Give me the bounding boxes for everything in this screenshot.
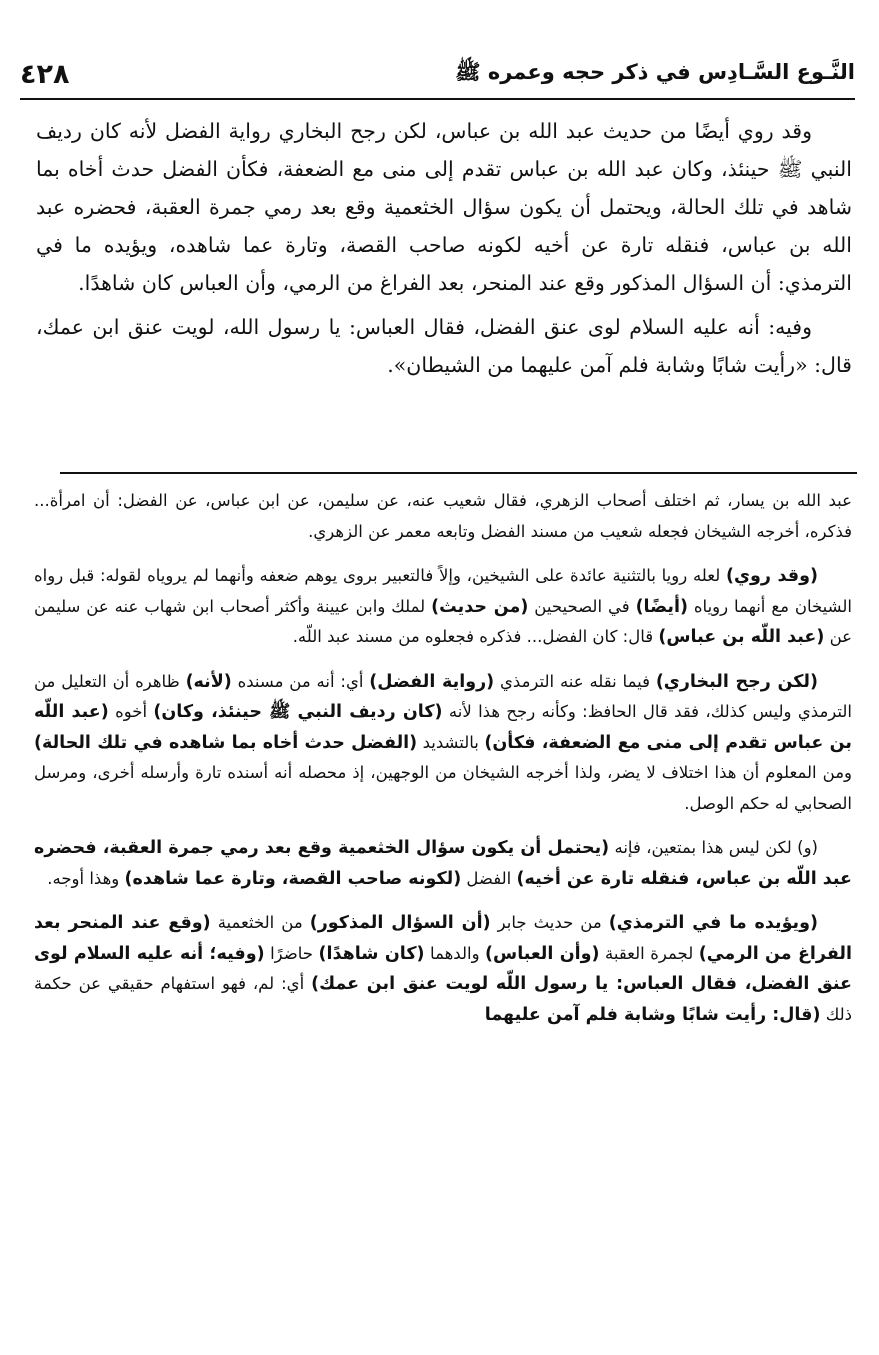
commentary-lemma: (الفضل حدث أخاه بما شاهده في تلك الحالة) xyxy=(34,732,418,753)
commentary-text: وهذا أوجه. xyxy=(47,868,125,888)
commentary-lemma: (أيضًا) xyxy=(635,596,688,617)
commentary-text: أي: أنه من مسنده xyxy=(231,671,370,691)
footnote-separator xyxy=(60,472,857,474)
commentary xyxy=(34,486,852,1044)
main-text xyxy=(36,112,852,384)
commentary-text: ظاهره أن التعليل من الترمذي وليس كذلك، فقد قال الحافظ: وكأنه رجح هذا لأنه xyxy=(34,671,852,721)
commentary-lemma: (كان رديف النبي ﷺ حينئذ، وكان) xyxy=(153,702,443,722)
commentary-lemma: (وقد روي) xyxy=(725,566,818,586)
commentary-text: ومن المعلوم أن هذا اختلاف لا يضر، ولذا أخرجه الشيخان من الوجهين، إذ محصله أنه أسنده تارة وأرسله أخرى، ومرسل الصحابي له حكم الوصل. xyxy=(34,763,852,813)
commentary-lemma: (رواية الفضل) xyxy=(369,671,495,692)
commentary-lemma: (لأنه) xyxy=(185,671,232,692)
commentary-text: (و) لكن ليس هذا بمتعين، فإنه xyxy=(609,838,818,857)
commentary-lemma: (يحتمل أن يكون سؤال الخثعمية وقع بعد رمي جمرة العقبة، فحضره عبد اللّه بن عباس، فنقله تارة عن أخيه) xyxy=(34,838,852,889)
commentary-lemma: (أن السؤال المذكور) xyxy=(309,913,491,933)
commentary-text: عبد الله بن يسار، ثم اختلف أصحاب الزهري، فقال شعيب عنه، عن سليمن، عن ابن عباس، عن الفضل: أن امرأة... فذكره، أخرجه الشيخان فجعله شعيب من مسند الفضل وتابعه معمر عن الزهري. xyxy=(34,491,852,541)
commentary-lemma: (عبد اللّه بن عباس) xyxy=(658,627,825,647)
commentary-text: في الصحيحين xyxy=(528,596,636,616)
commentary-lemma: (وأن العباس) xyxy=(485,943,600,964)
commentary-text: لعله رويا بالتثنية عائدة على الشيخين، وإلاً فالتعبير بروى يوهم ضعفه وأنهما لم يروياه لقوله: قبل رواه الشيخان مع أنهما روياه xyxy=(34,566,852,616)
commentary-text: حاضرًا xyxy=(264,943,319,963)
commentary-lemma: (من حديث) xyxy=(431,596,529,617)
commentary-lemma: (لكونه صاحب القصة، وتارة عما شاهده) xyxy=(124,868,462,889)
commentary-text: لجمرة العقبة xyxy=(599,943,699,963)
commentary-text: الفضل xyxy=(461,868,517,888)
commentary-text: والدهما xyxy=(424,943,486,963)
commentary-lemma: (عبد اللّه بن عباس تقدم إلى منى مع الضعفة، فكأن) xyxy=(34,702,852,753)
page-header xyxy=(20,54,855,94)
main-paragraph-1: وقد روي أيضًا من حديث عبد الله بن عباس، لكن رجح البخاري رواية الفضل لأنه كان رديف النبي ﷺ حينئذ، وكان عبد الله بن عباس تقدم إلى منى مع الضعفة، فكأن الفضل حدث أخاه بما شاهد في تلك الحالة، ويحتمل أن يكون سؤال الخثعمية وقع بعد رمي جمرة العقبة، فحضره عبد الله بن عباس، فنقله تارة عن أخيه لكونه صاحب القصة، وتارة عما شاهده، ويؤيده ما في الترمذي: أن السؤال المذكور وقع عند المنحر، بعد الفراغ من الرمي، وأن العباس كان شاهدًا. xyxy=(36,119,852,295)
commentary-paragraph-5 xyxy=(34,908,852,1030)
commentary-text: لملك وابن عيينة وأكثر أصحاب ابن شهاب عنه عن سليمن عن xyxy=(34,596,852,646)
commentary-text: أخوه xyxy=(108,702,154,721)
commentary-lemma: (لكن رجح البخاري) xyxy=(655,671,818,692)
commentary-text: أي: لم، فهو استفهام حقيقي عن حكمة ذلك xyxy=(34,974,852,1024)
commentary-lemma: (قال: رأيت شابًا وشابة فلم آمن عليهما xyxy=(484,1004,821,1025)
commentary-text: فيما نقله عنه الترمذي xyxy=(494,671,656,691)
commentary-lemma: (كان شاهدًا) xyxy=(318,943,425,964)
commentary-text: قال: كان الفضل... فذكره فجعلوه من مسند عبد اللّه. xyxy=(292,627,659,646)
main-paragraph-2: وفيه: أنه عليه السلام لوى عنق الفضل، فقال العباس: يا رسول الله، لويت عنق ابن عمك، قال: «رأيت شابًا وشابة فلم آمن عليهما من الشيطان». xyxy=(36,315,852,377)
commentary-lemma: (وفيه؛ أنه عليه السلام لوى عنق الفضل، فقال العباس: يا رسول اللّه لويت عنق ابن عمك) xyxy=(34,943,853,994)
commentary-lemma: (ويؤيده ما في الترمذي) xyxy=(608,913,818,933)
commentary-paragraph-4 xyxy=(34,833,852,894)
commentary-paragraph-2 xyxy=(34,561,852,653)
commentary-text: بالتشديد xyxy=(417,732,485,752)
commentary-lemma: (وقع عند المنحر بعد الفراغ من الرمي) xyxy=(34,913,852,964)
commentary-paragraph-3 xyxy=(34,667,852,820)
header-rule xyxy=(20,98,855,100)
commentary-paragraph-1 xyxy=(34,486,852,547)
page-number: ٤٢٨ xyxy=(20,58,70,90)
commentary-text: من الخثعمية xyxy=(210,913,310,932)
commentary-text: من حديث جابر xyxy=(490,913,609,932)
running-title: النَّـوع السَّـادِس في ذكر حجه وعمره ﷺ xyxy=(455,59,855,84)
